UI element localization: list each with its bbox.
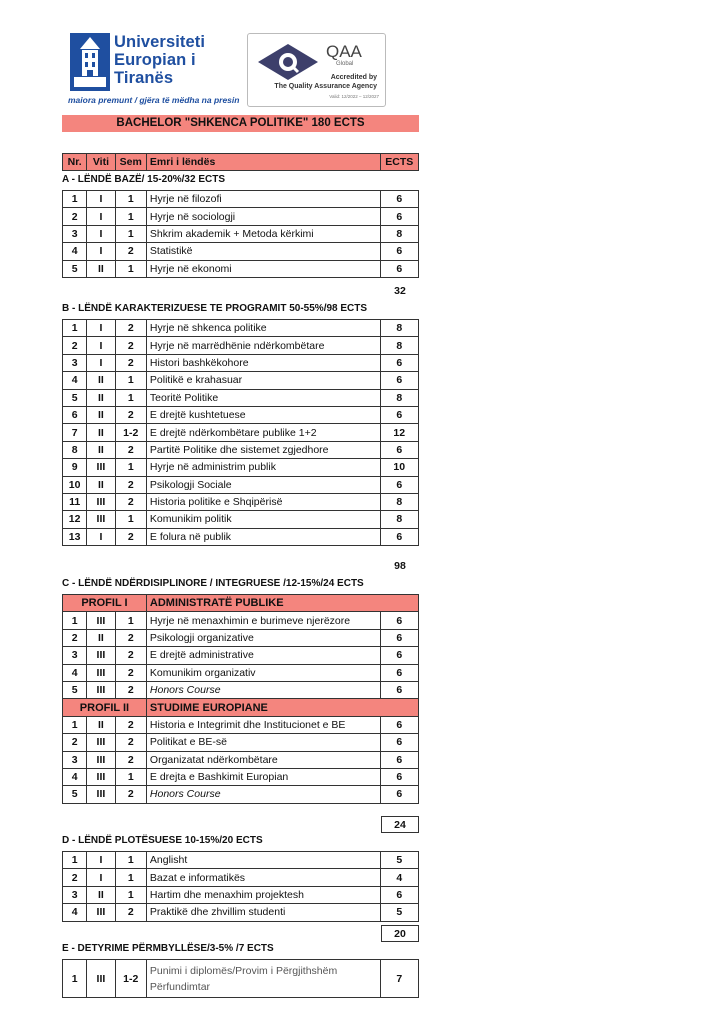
cell-viti: III [87,904,115,921]
cell-viti: II [87,424,115,441]
cell-viti: II [87,260,115,277]
cell-ects: 5 [380,904,418,921]
cell-ects: 6 [380,476,418,493]
cell-name: Politikë e krahasuar [146,372,380,389]
table-row [63,260,419,277]
cell-ects: 6 [380,681,418,698]
table-row [63,511,419,528]
cell-viti: I [87,243,115,260]
cell-viti: III [87,511,115,528]
cell-name: Histori bashkëkohore [146,354,380,371]
cell-ects: 6 [380,243,418,260]
cell-ects: 6 [380,734,418,751]
cell-nr: 5 [63,681,87,698]
cell-viti: III [87,493,115,510]
cell-ects: 8 [380,389,418,406]
cell-name: Teoritë Politike [146,389,380,406]
cell-nr: 3 [63,886,87,903]
cell-sem: 2 [115,629,146,646]
section-c-table [62,594,419,804]
cell-ects: 6 [380,372,418,389]
cell-ects: 6 [380,786,418,803]
cell-name: Anglisht [146,852,380,869]
table-row [63,716,419,733]
cell-nr: 2 [63,734,87,751]
table-row [63,664,419,681]
table-row [63,904,419,921]
cell-name: E drejta e Bashkimit Europian [146,768,380,785]
cell-nr: 1 [63,320,87,337]
cell-name: Hyrje në filozofi [146,191,380,208]
cell-name: Shkrim akademik + Metoda kërkimi [146,225,380,242]
cell-name: Praktikë dhe zhvillim studenti [146,904,380,921]
cell-sem: 2 [115,904,146,921]
table-row [63,852,419,869]
cell-sem: 2 [115,647,146,664]
qaa-title: QAA [326,42,362,61]
cell-name: E folura në publik [146,528,380,545]
cell-sem: 1 [115,459,146,476]
cell-name: Honors Course [146,681,380,698]
cell-name: Honors Course [146,786,380,803]
table-row [63,354,419,371]
cell-sem: 1 [115,389,146,406]
cell-ects: 10 [380,459,418,476]
qaa-valid: Valid: 12/2022 – 12/2027 [329,94,379,99]
cell-nr: 4 [63,768,87,785]
cell-ects: 5 [380,852,418,869]
cell-name: Hyrje në ekonomi [146,260,380,277]
cell-nr: 11 [63,493,87,510]
cell-viti: III [87,681,115,698]
cell-ects: 6 [380,664,418,681]
cell-sem: 2 [115,786,146,803]
cell-name: Historia politike e Shqipërisë [146,493,380,510]
header-viti: Viti [87,154,115,171]
cell-viti: III [87,768,115,785]
cell-name: Hartim dhe menaxhim projektesh [146,886,380,903]
cell-ects: 6 [380,528,418,545]
cell-nr: 10 [63,476,87,493]
cell-viti: I [87,337,115,354]
table-row [63,734,419,751]
cell-viti: III [87,647,115,664]
profile-row [63,595,419,612]
table-row [63,320,419,337]
cell-viti: I [87,869,115,886]
cell-name: Statistikë [146,243,380,260]
header-table [62,153,419,171]
cell-sem: 1-2 [115,960,146,998]
cell-sem: 2 [115,493,146,510]
cell-viti: III [87,786,115,803]
cell-ects: 8 [380,225,418,242]
cell-sem: 2 [115,664,146,681]
cell-sem: 2 [115,751,146,768]
cell-viti: III [87,459,115,476]
cell-ects: 12 [380,424,418,441]
cell-name: E drejtë ndërkombëtare publike 1+2 [146,424,380,441]
cell-viti: II [87,476,115,493]
cell-sem: 2 [115,716,146,733]
cell-viti: III [87,960,115,998]
qaa-global: Global [336,61,354,67]
cell-viti: I [87,208,115,225]
cell-viti: III [87,751,115,768]
cell-name-line1: Punimi i diplomës/Provim i Përgjithshëm [149,964,338,977]
section-b-table [62,319,419,546]
cell-viti: I [87,225,115,242]
cell-nr: 2 [63,869,87,886]
table-row [63,528,419,545]
section-b-title: B - LËNDË KARAKTERIZUESE TE PROGRAMIT 50-55%/98 ECTS [62,303,368,314]
cell-ects: 6 [380,191,418,208]
table-row [63,751,419,768]
cell-sem: 2 [115,681,146,698]
cell-sem: 2 [115,354,146,371]
table-row [63,493,419,510]
cell-sem: 1-2 [115,424,146,441]
table-row [63,886,419,903]
cell-ects: 6 [380,647,418,664]
cell-ects: 8 [380,337,418,354]
cell-sem: 2 [115,243,146,260]
cell-name: Hyrje në sociologji [146,208,380,225]
cell-ects: 6 [380,612,418,629]
cell-sem: 1 [115,768,146,785]
university-motto: maiora premunt / gjëra të mëdha na presin [68,95,240,105]
table-row [63,389,419,406]
profile-label: PROFIL II [63,699,147,716]
cell-nr: 12 [63,511,87,528]
table-row [63,225,419,242]
section-c-total: 24 [381,816,419,833]
section-d-title: D - LËNDË PLOTËSUESE 10-15%/20 ECTS [62,835,263,846]
cell-nr: 5 [63,786,87,803]
cell-viti: I [87,191,115,208]
cell-ects: 6 [380,716,418,733]
cell-sem: 1 [115,372,146,389]
cell-name: Hyrje në administrim publik [146,459,380,476]
cell-nr: 5 [63,389,87,406]
cell-sem: 1 [115,886,146,903]
profile-row [63,699,419,716]
cell-sem: 1 [115,511,146,528]
cell-ects: 7 [380,960,418,998]
cell-nr: 7 [63,424,87,441]
section-c-title: C - LËNDË NDËRDISIPLINORE / INTEGRUESE /12-15%/24 ECTS [62,578,364,589]
table-row [63,191,419,208]
table-row [63,243,419,260]
cell-viti: I [87,528,115,545]
table-row [63,406,419,423]
header-ects: ECTS [380,154,418,171]
cell-nr: 1 [63,960,87,998]
cell-ects: 6 [380,208,418,225]
cell-viti: I [87,852,115,869]
cell-viti: II [87,716,115,733]
table-row [63,681,419,698]
cell-sem: 2 [115,528,146,545]
cell-nr: 3 [63,647,87,664]
section-a-total: 32 [394,285,406,297]
cell-sem: 1 [115,869,146,886]
cell-name-line2: Përfundimtar [149,980,211,993]
table-row [63,459,419,476]
cell-ects: 6 [380,260,418,277]
cell-name: Organizatat ndërkombëtare [146,751,380,768]
cell-ects: 8 [380,493,418,510]
section-d-total: 20 [381,925,419,942]
cell-viti: III [87,612,115,629]
cell-ects: 6 [380,751,418,768]
cell-viti: I [87,320,115,337]
program-title: BACHELOR "SHKENCA POLITIKE" 180 ECTS [62,115,419,132]
cell-sem: 2 [115,406,146,423]
cell-ects: 6 [380,768,418,785]
cell-sem: 1 [115,260,146,277]
cell-sem: 2 [115,337,146,354]
cell-name: Psikologji Sociale [146,476,380,493]
cell-viti: III [87,734,115,751]
cell-name: Komunikim politik [146,511,380,528]
cell-name: E drejtë kushtetuese [146,406,380,423]
table-row [63,629,419,646]
cell-nr: 4 [63,372,87,389]
profile-name: ADMINISTRATË PUBLIKE [146,595,418,612]
cell-viti: III [87,664,115,681]
cell-ects: 6 [380,406,418,423]
cell-name: Historia e Integrimit dhe Institucionet e BE [146,716,380,733]
table-row [63,612,419,629]
cell-viti: II [87,406,115,423]
table-row [63,960,419,998]
cell-nr: 9 [63,459,87,476]
cell-name: Politikat e BE-së [146,734,380,751]
cell-sem: 1 [115,852,146,869]
section-e-table [62,959,419,998]
section-a-title: A - LËNDË BAZË/ 15-20%/32 ECTS [62,174,226,185]
cell-nr: 1 [63,191,87,208]
table-row [63,768,419,785]
cell-name: Hyrje në shkenca politike [146,320,380,337]
cell-nr: 8 [63,441,87,458]
cell-sem: 2 [115,441,146,458]
qaa-accredited: Accredited by The Quality Assurance Agency [274,74,377,90]
cell-viti: II [87,886,115,903]
cell-sem: 2 [115,476,146,493]
cell-ects: 4 [380,869,418,886]
cell-nr: 6 [63,406,87,423]
cell-viti: II [87,372,115,389]
cell-ects: 6 [380,629,418,646]
table-row [63,372,419,389]
table-row [63,476,419,493]
university-name: Universiteti Europian i Tiranës [114,33,206,87]
header-nr: Nr. [63,154,87,171]
cell-sem: 2 [115,734,146,751]
cell-sem: 1 [115,191,146,208]
qaa-logo [247,33,386,107]
cell-nr: 2 [63,337,87,354]
cell-nr: 5 [63,260,87,277]
section-e-title: E - DETYRIME PËRMBYLLËSE/3-5% /7 ECTS [62,943,274,954]
cell-sem: 1 [115,208,146,225]
cell-sem: 1 [115,225,146,242]
cell-name: Psikologji organizative [146,629,380,646]
header-row [63,154,419,171]
cell-nr: 13 [63,528,87,545]
cell-ects: 8 [380,320,418,337]
university-logo [68,33,240,109]
cell-nr: 3 [63,225,87,242]
cell-name: Bazat e informatikës [146,869,380,886]
cell-nr: 2 [63,208,87,225]
profile-label: PROFIL I [63,595,147,612]
cell-nr: 4 [63,243,87,260]
header-sem: Sem [115,154,146,171]
section-a-table [62,190,419,278]
cell-viti: II [87,389,115,406]
cell-nr: 1 [63,852,87,869]
cell-name: Partitë Politike dhe sistemet zgjedhore [146,441,380,458]
cell-nr: 1 [63,716,87,733]
cell-sem: 1 [115,612,146,629]
cell-nr: 4 [63,664,87,681]
section-b-total: 98 [394,560,406,572]
cell-sem: 2 [115,320,146,337]
table-row [63,208,419,225]
cell-ects: 6 [380,441,418,458]
cell-name [146,960,380,998]
cell-ects: 8 [380,511,418,528]
cell-viti: II [87,629,115,646]
table-row [63,441,419,458]
cell-nr: 3 [63,354,87,371]
cell-ects: 6 [380,886,418,903]
cell-nr: 2 [63,629,87,646]
section-d-table [62,851,419,922]
cell-name: Komunikim organizativ [146,664,380,681]
cell-nr: 1 [63,612,87,629]
cell-viti: II [87,441,115,458]
table-row [63,647,419,664]
cell-viti: I [87,354,115,371]
header-name: Emri i lëndës [146,154,380,171]
cell-name: E drejtë administrative [146,647,380,664]
table-row [63,869,419,886]
cell-nr: 4 [63,904,87,921]
cell-ects: 6 [380,354,418,371]
table-row [63,337,419,354]
tower-logo-icon [70,33,110,91]
profile-name: STUDIME EUROPIANE [146,699,418,716]
cell-nr: 3 [63,751,87,768]
table-row [63,786,419,803]
table-row [63,424,419,441]
cell-name: Hyrje në marrëdhënie ndërkombëtare [146,337,380,354]
cell-name: Hyrje në menaxhimin e burimeve njerëzore [146,612,380,629]
